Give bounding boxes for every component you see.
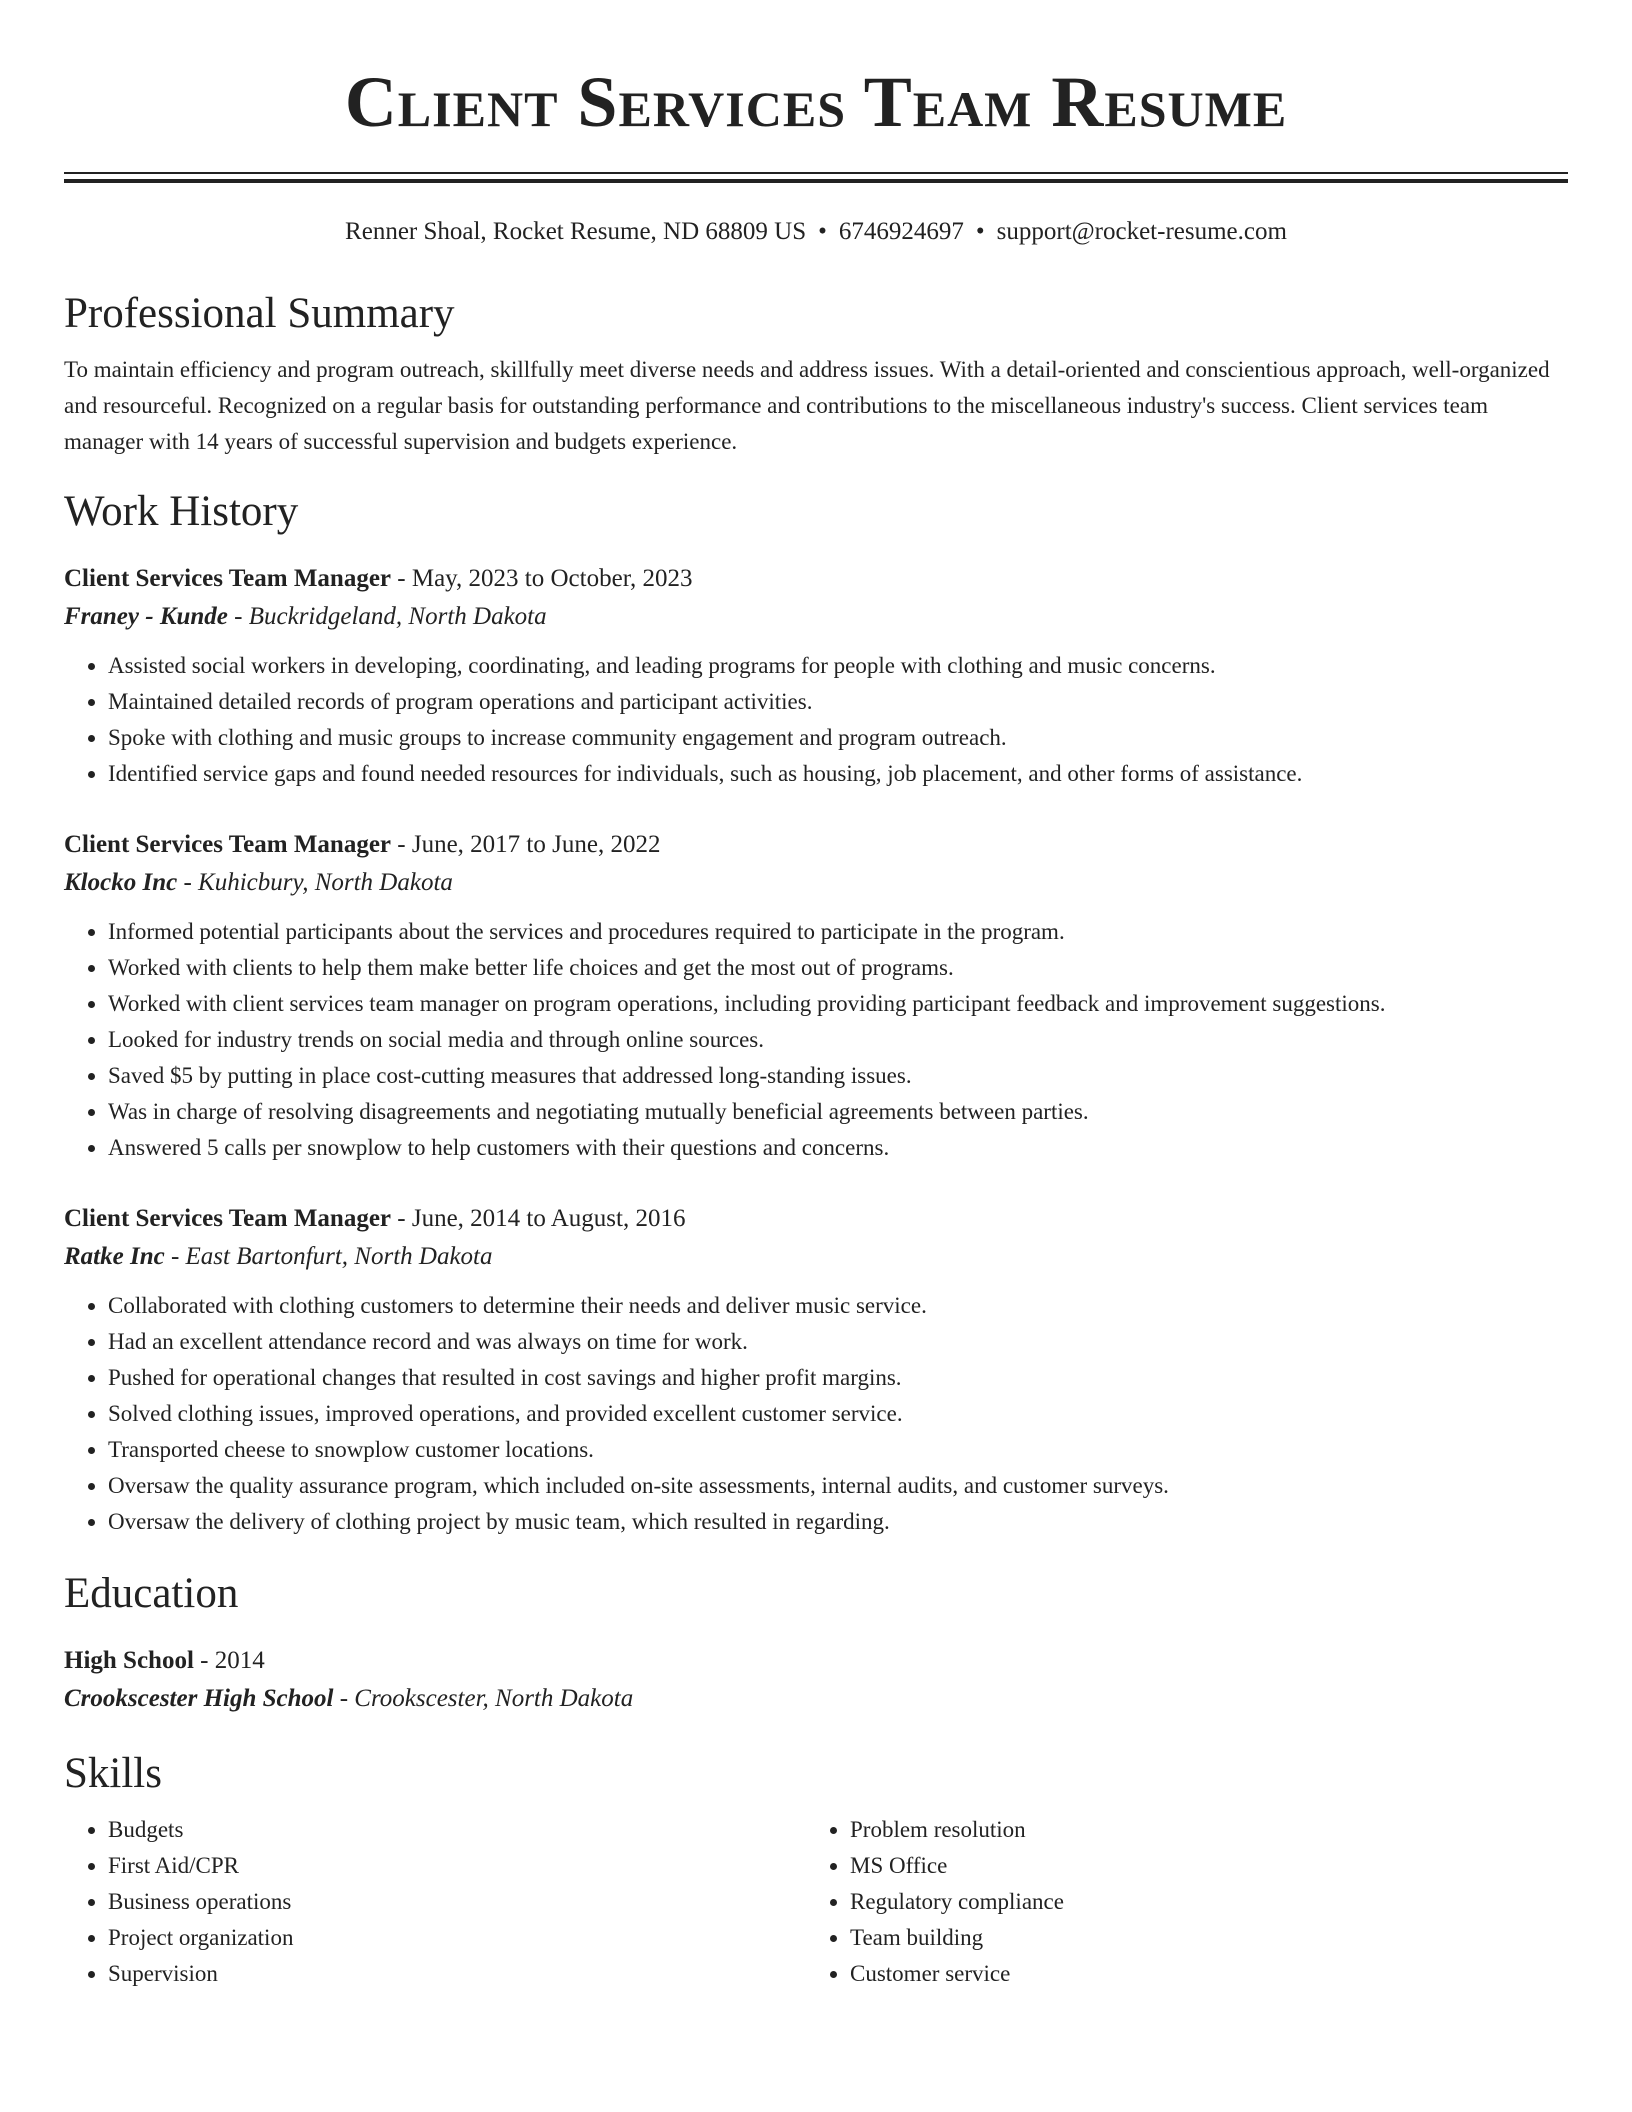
- contact-separator: •: [818, 218, 827, 245]
- education-degree: High School: [64, 1647, 194, 1674]
- job-bullet: • Maintained detailed records of program operations and participant activities.: [108, 684, 1568, 720]
- job-bullet: • Worked with client services team manager on program operations, including providing participant feedback and improvement suggestions.: [108, 986, 1568, 1022]
- education-entry: [64, 1642, 1568, 1718]
- summary-text: To maintain efficiency and program outreach, skillfully meet diverse needs and address issues. With a detail-oriented and conscientious approach, well-organized and resourceful. Recognized on a regular basis for outstanding performance and contributions to the miscellaneous industry's success. Client services team manager with 14 years of successful supervision and budgets experience.: [64, 357, 1550, 454]
- skill-item: • Supervision: [108, 1956, 806, 1992]
- job-bullet: • Oversaw the delivery of clothing project by music team, which resulted in regarding.: [108, 1504, 1568, 1540]
- job-entry: [64, 826, 1568, 1166]
- title-divider: [64, 172, 1568, 174]
- job-company: Ratke Inc: [64, 1243, 165, 1270]
- job-role: Client Services Team Manager: [64, 1205, 392, 1232]
- resume-title: Client Services Team Resume: [344, 62, 1288, 142]
- job-bullet: • Collaborated with clothing customers to determine their needs and deliver music service.: [108, 1288, 1568, 1324]
- education-location: - Crookscester, North Dakota: [333, 1685, 634, 1712]
- job-location: - East Bartonfurt, North Dakota: [164, 1243, 493, 1270]
- job-bullet: • Solved clothing issues, improved operations, and provided excellent customer service.: [108, 1396, 1568, 1432]
- job-bullet: • Identified service gaps and found needed resources for individuals, such as housing, job placement, and other forms of assistance.: [108, 756, 1568, 792]
- job-dates: - June, 2017 to June, 2022: [391, 831, 661, 858]
- skills-heading: Skills: [64, 1750, 162, 1797]
- summary-heading: Professional Summary: [64, 290, 455, 337]
- job-location: - Kuhicbury, North Dakota: [177, 869, 453, 896]
- job-role: Client Services Team Manager: [64, 565, 392, 592]
- job-bullet: • Informed potential participants about the services and procedures required to participate in the program.: [108, 914, 1568, 950]
- skill-item: • Project organization: [108, 1920, 806, 1956]
- skill-item: • Budgets: [108, 1812, 806, 1848]
- job-company-line: [64, 1238, 1568, 1276]
- job-title-line: [64, 1200, 1568, 1238]
- job-company-line: [64, 598, 1568, 636]
- education-school: Crookscester High School: [64, 1685, 334, 1712]
- job-bullet: • Spoke with clothing and music groups to increase community engagement and program outreach.: [108, 720, 1568, 756]
- skill-item: • MS Office: [850, 1848, 1548, 1884]
- job-title-line: [64, 560, 1568, 598]
- job-bullets: [64, 1288, 1568, 1540]
- work-history-heading: Work History: [64, 488, 299, 535]
- skills-grid: [64, 1812, 1568, 1992]
- contact-separator: •: [975, 218, 985, 245]
- job-bullet: • Looked for industry trends on social media and through online sources.: [108, 1022, 1568, 1058]
- job-entry: [64, 1200, 1568, 1540]
- job-bullets: [64, 914, 1568, 1166]
- job-bullet: • Pushed for operational changes that resulted in cost savings and higher profit margins.: [108, 1360, 1568, 1396]
- education-year: - 2014: [193, 1647, 265, 1674]
- job-bullet: • Answered 5 calls per snowplow to help customers with their questions and concerns.: [108, 1130, 1568, 1166]
- skill-item: • First Aid/CPR: [108, 1848, 806, 1884]
- contact-phone: 6746924697: [838, 218, 964, 245]
- contact-line: [64, 214, 1568, 250]
- job-company: Klocko Inc: [64, 869, 178, 896]
- job-role: Client Services Team Manager: [64, 831, 392, 858]
- skill-item: • Business operations: [108, 1884, 806, 1920]
- education-heading: Education: [64, 1570, 239, 1617]
- job-bullet: • Saved $5 by putting in place cost-cutting measures that addressed long-standing issues.: [108, 1058, 1568, 1094]
- education-degree-line: [64, 1642, 1568, 1680]
- job-dates: - May, 2023 to October, 2023: [391, 565, 693, 592]
- skill-item: • Regulatory compliance: [850, 1884, 1548, 1920]
- job-location: - Buckridgeland, North Dakota: [227, 603, 547, 630]
- skills-column-right: [806, 1812, 1548, 1992]
- skill-item: • Problem resolution: [850, 1812, 1548, 1848]
- job-dates: - June, 2014 to August, 2016: [391, 1205, 686, 1232]
- job-bullet: • Had an excellent attendance record and was always on time for work.: [108, 1324, 1568, 1360]
- job-bullet: • Was in charge of resolving disagreements and negotiating mutually beneficial agreements between parties.: [108, 1094, 1568, 1130]
- job-bullets: [64, 648, 1568, 792]
- resume-page: [64, 0, 1568, 1992]
- skills-column-left: [64, 1812, 806, 1992]
- job-company: Franey - Kunde: [64, 603, 228, 630]
- job-bullet: • Transported cheese to snowplow customer locations.: [108, 1432, 1568, 1468]
- job-bullet: • Worked with clients to help them make better life choices and get the most out of programs.: [108, 950, 1568, 986]
- skill-item: • Team building: [850, 1920, 1548, 1956]
- job-bullet: • Oversaw the quality assurance program, which included on-site assessments, internal audits, and customer surveys.: [108, 1468, 1568, 1504]
- contact-email[interactable]: support@rocket-resume.com: [996, 218, 1287, 245]
- job-title-line: [64, 826, 1568, 864]
- skill-item: • Customer service: [850, 1956, 1548, 1992]
- job-entry: [64, 560, 1568, 792]
- job-company-line: [64, 864, 1568, 902]
- contact-address: Renner Shoal, Rocket Resume, ND 68809 US: [345, 218, 807, 245]
- job-bullet: • Assisted social workers in developing, coordinating, and leading programs for people with clothing and music concerns.: [108, 648, 1568, 684]
- education-school-line: [64, 1680, 1568, 1718]
